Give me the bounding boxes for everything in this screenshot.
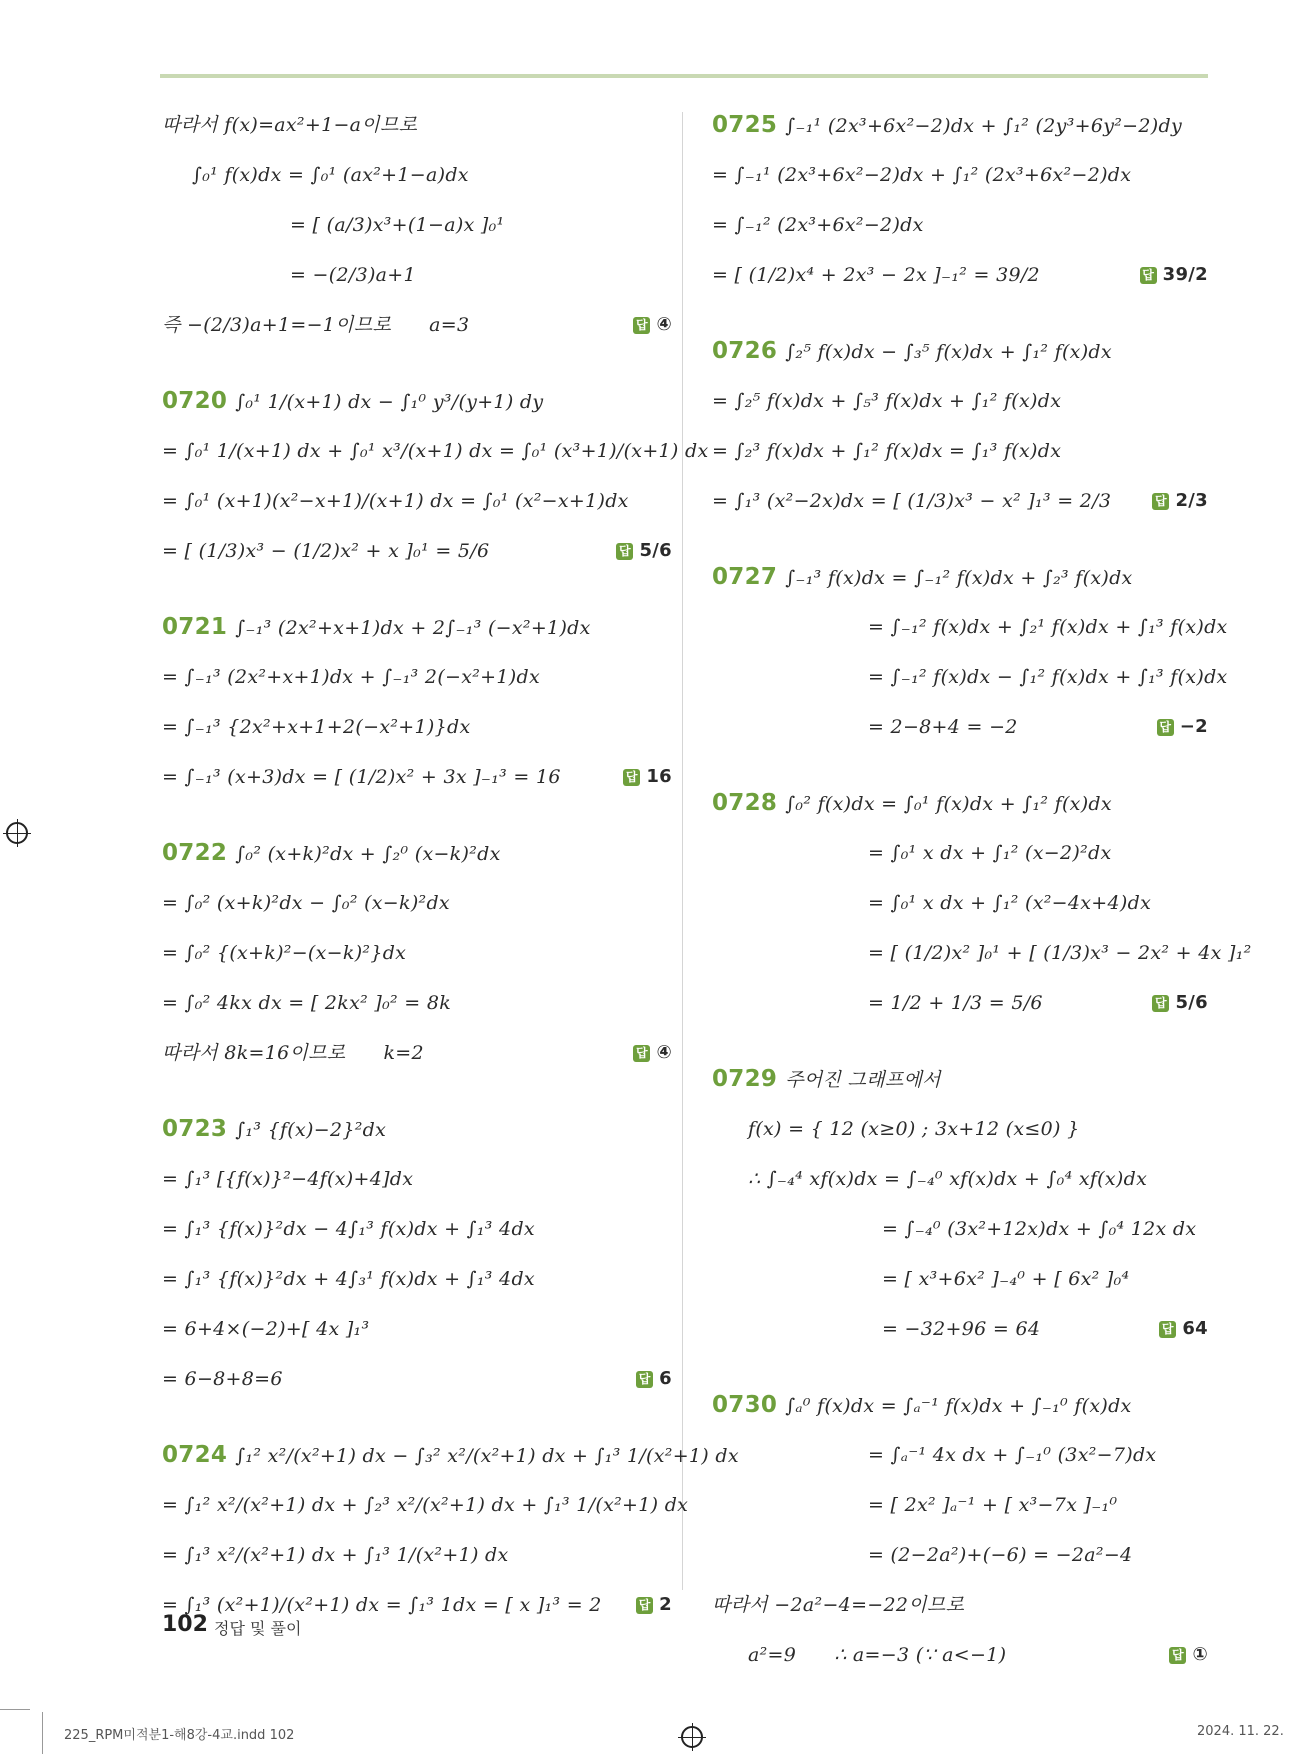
math-text: = ∫₁² x²/(x²+1) dx + ∫₂³ x²/(x²+1) dx + ∫₁³ 1/(x²+1) dx (162, 1494, 689, 1516)
answer-icon: 답 (633, 1045, 650, 1062)
math-text: = ∫₁³ {f(x)}²dx + 4∫₃¹ f(x)dx + ∫₁³ 4dx (162, 1268, 535, 1290)
math-text: 주어진 그래프에서 (785, 1069, 941, 1091)
math-text: = ∫₁³ x²/(x²+1) dx + ∫₁³ 1/(x²+1) dx (162, 1544, 509, 1566)
solution-line (712, 828, 1208, 878)
math-text: f(x) = { 12 (x≥0) ; 3x+12 (x≤0) } (748, 1118, 1080, 1140)
math-text: = ∫₂³ f(x)dx + ∫₁² f(x)dx = ∫₁³ f(x)dx (712, 440, 1062, 462)
answer-value: ① (1192, 1644, 1208, 1665)
math-text: = 6−8+8=6 (162, 1368, 283, 1390)
problem-line (162, 828, 672, 878)
problem-line (162, 376, 672, 426)
problem-number: 0729 (712, 1066, 778, 1092)
print-slug-file: 225_RPM미적분1-해8강-4교.indd 102 (64, 1728, 295, 1743)
answer-icon: 답 (1157, 719, 1174, 736)
problem-line (712, 1054, 1208, 1104)
answer-value: ④ (656, 1042, 672, 1063)
math-text: = ∫₋₁³ (x+3)dx = [ (1/2)x² + 3x ]₋₁³ = 16 (162, 766, 561, 788)
math-text: = [ 2x² ]ₐ⁻¹ + [ x³−7x ]₋₁⁰ (868, 1494, 1118, 1516)
right-column (712, 100, 1252, 1680)
solution-line (162, 1530, 672, 1580)
math-text: = −32+96 = 64 (882, 1318, 1041, 1340)
problem-number: 0720 (162, 388, 228, 414)
answer-badge (636, 1580, 672, 1630)
math-text: = [ (1/3)x³ − (1/2)x² + x ]₀¹ = 5/6 (162, 540, 490, 562)
page-section-title: 정답 및 풀이 (214, 1619, 302, 1638)
math-text: = (2−2a²)+(−6) = −2a²−4 (868, 1544, 1133, 1566)
top-rule (160, 74, 1208, 78)
solution-line (162, 250, 672, 300)
math-text: = ∫₁³ (x²+1)/(x²+1) dx = ∫₁³ 1dx = [ x ]₁³ = 2 (162, 1594, 602, 1616)
problem-number: 0723 (162, 1116, 228, 1142)
answer-icon: 답 (623, 769, 640, 786)
solution-line (712, 1304, 1208, 1354)
solution-line (712, 250, 1208, 300)
solution-line (712, 1530, 1208, 1580)
solution-line (712, 928, 1252, 978)
solution-line (712, 602, 1228, 652)
answer-badge (633, 300, 672, 350)
answer-badge (633, 1028, 672, 1078)
solution-line (712, 702, 1208, 752)
math-text: = ∫₋₁¹ (2x³+6x²−2)dx + ∫₁² (2x³+6x²−2)dx (712, 164, 1132, 186)
solution-line (162, 300, 672, 350)
crop-mark-tick (42, 1712, 43, 1754)
math-text: = [ (1/2)x⁴ + 2x³ − 2x ]₋₁² = 39/2 (712, 264, 1040, 286)
solution-line (162, 1028, 672, 1078)
problem-line (712, 100, 1208, 150)
problem-number: 0724 (162, 1442, 228, 1468)
solution-line (712, 1104, 1208, 1154)
answer-value: ④ (656, 314, 672, 335)
answer-icon: 답 (636, 1371, 653, 1388)
math-text: = ∫₀¹ (x+1)(x²−x+1)/(x+1) dx = ∫₀¹ (x²−x+1)dx (162, 490, 629, 512)
math-text: = ∫₋₁³ (2x²+x+1)dx + ∫₋₁³ 2(−x²+1)dx (162, 666, 540, 688)
problem-number: 0722 (162, 840, 228, 866)
answer-badge (636, 1354, 672, 1404)
solution-line (712, 652, 1228, 702)
math-text: = ∫₁³ {f(x)}²dx − 4∫₁³ f(x)dx + ∫₁³ 4dx (162, 1218, 535, 1240)
print-slug-date: 2024. 11. 22. (1197, 1724, 1284, 1739)
math-text: = 1/2 + 1/3 = 5/6 (868, 992, 1043, 1014)
problem-line (162, 1430, 739, 1480)
solution-line (162, 1354, 672, 1404)
math-text: = [ (1/2)x² ]₀¹ + [ (1/3)x³ − 2x² + 4x ]₁² (868, 942, 1252, 964)
math-text: = ∫₋₁² f(x)dx + ∫₂¹ f(x)dx + ∫₁³ f(x)dx (868, 616, 1228, 638)
answer-badge (1152, 476, 1208, 526)
solution-line (162, 1304, 672, 1354)
math-text: ∫₀¹ f(x)dx = ∫₀¹ (ax²+1−a)dx (192, 164, 469, 186)
solution-line (712, 878, 1208, 928)
solution-line (712, 426, 1208, 476)
math-text: a²=9 ∴ a=−3 (∵ a<−1) (748, 1644, 1007, 1666)
answer-icon: 답 (1159, 1321, 1176, 1338)
math-text: = ∫₋₁² f(x)dx − ∫₁² f(x)dx + ∫₁³ f(x)dx (868, 666, 1228, 688)
solution-line (162, 1254, 672, 1304)
problem-number: 0721 (162, 614, 228, 640)
math-text: = ∫₀¹ 1/(x+1) dx + ∫₀¹ x³/(x+1) dx = ∫₀¹ (x³+1)/(x+1) dx (162, 440, 709, 462)
answer-value: 2 (659, 1594, 672, 1615)
solution-line (712, 150, 1208, 200)
math-text: = 6+4×(−2)+[ 4x ]₁³ (162, 1318, 370, 1340)
solution-line (712, 1580, 1208, 1630)
math-text: ∫₂⁵ f(x)dx − ∫₃⁵ f(x)dx + ∫₁² f(x)dx (785, 341, 1112, 363)
solution-line (162, 200, 672, 250)
answer-badge (616, 526, 672, 576)
answer-icon: 답 (1169, 1647, 1186, 1664)
solution-line (162, 150, 672, 200)
solution-line (162, 878, 672, 928)
solution-line (712, 978, 1208, 1028)
math-text: = ∫₋₁³ {2x²+x+1+2(−x²+1)}dx (162, 716, 471, 738)
solution-line (712, 1430, 1208, 1480)
math-text: ∫₀² f(x)dx = ∫₀¹ f(x)dx + ∫₁² f(x)dx (785, 793, 1112, 815)
solution-line (162, 752, 672, 802)
solution-line (162, 100, 672, 150)
crop-mark-line (0, 1709, 30, 1710)
answer-icon: 답 (1152, 493, 1169, 510)
math-text: ∫ₐ⁰ f(x)dx = ∫ₐ⁻¹ f(x)dx + ∫₋₁⁰ f(x)dx (785, 1395, 1132, 1417)
problem-line (712, 552, 1208, 602)
problem-number: 0728 (712, 790, 778, 816)
math-text: = ∫ₐ⁻¹ 4x dx + ∫₋₁⁰ (3x²−7)dx (868, 1444, 1157, 1466)
problem-line (162, 602, 672, 652)
answer-value: 5/6 (1175, 992, 1208, 1013)
answer-badge (623, 752, 672, 802)
page-number: 102 (162, 1612, 208, 1637)
problem-number: 0726 (712, 338, 778, 364)
solution-line (712, 1630, 1208, 1680)
solution-line (712, 1254, 1208, 1304)
answer-badge (1152, 978, 1208, 1028)
answer-badge (1157, 702, 1208, 752)
math-text: = ∫₀² 4kx dx = [ 2kx² ]₀² = 8k (162, 992, 452, 1014)
answer-icon: 답 (636, 1597, 653, 1614)
solution-line (712, 1154, 1208, 1204)
solution-line (162, 702, 672, 752)
math-text: = −(2/3)a+1 (290, 264, 416, 286)
math-text: = ∫₀² {(x+k)²−(x−k)²}dx (162, 942, 407, 964)
answer-icon: 답 (1152, 995, 1169, 1012)
answer-badge (1169, 1630, 1208, 1680)
math-text: ∫₋₁³ (2x²+x+1)dx + 2∫₋₁³ (−x²+1)dx (235, 617, 591, 639)
problem-line (712, 1380, 1208, 1430)
left-column (162, 100, 739, 1630)
solution-line (712, 1480, 1208, 1530)
math-text: ∫₁² x²/(x²+1) dx − ∫₃² x²/(x²+1) dx + ∫₁³ 1/(x²+1) dx (235, 1445, 739, 1467)
answer-value: 39/2 (1162, 264, 1208, 285)
answer-value: 6 (659, 1368, 672, 1389)
solution-line (712, 376, 1208, 426)
problem-number: 0725 (712, 112, 778, 138)
answer-icon: 답 (616, 543, 633, 560)
math-text: = ∫₂⁵ f(x)dx + ∫₅³ f(x)dx + ∫₁² f(x)dx (712, 390, 1062, 412)
solution-line (712, 200, 1208, 250)
answer-value: 5/6 (639, 540, 672, 561)
math-text: 따라서 f(x)=ax²+1−a이므로 (162, 114, 418, 136)
math-text: = 2−8+4 = −2 (868, 716, 1018, 738)
math-text: 따라서 8k=16이므로 k=2 (162, 1042, 424, 1064)
answer-value: 64 (1182, 1318, 1208, 1339)
solution-line (162, 426, 709, 476)
solution-line (162, 526, 672, 576)
answer-badge (1159, 1304, 1208, 1354)
math-text: = [ (a/3)x³+(1−a)x ]₀¹ (290, 214, 505, 236)
solution-line (162, 978, 672, 1028)
registration-mark-icon (681, 1726, 703, 1748)
registration-mark-icon (6, 822, 28, 844)
answer-icon: 답 (633, 317, 650, 334)
problem-line (712, 778, 1208, 828)
answer-value: 16 (646, 766, 672, 787)
answer-value: 2/3 (1175, 490, 1208, 511)
math-text: = [ x³+6x² ]₋₄⁰ + [ 6x² ]₀⁴ (882, 1268, 1130, 1290)
problem-number: 0730 (712, 1392, 778, 1418)
solution-line (162, 928, 672, 978)
problem-line (162, 1104, 672, 1154)
math-text: = ∫₀² (x+k)²dx − ∫₀² (x−k)²dx (162, 892, 450, 914)
math-text: ∴ ∫₋₄⁴ xf(x)dx = ∫₋₄⁰ xf(x)dx + ∫₀⁴ xf(x)dx (748, 1168, 1148, 1190)
math-text: ∫₀² (x+k)²dx + ∫₂⁰ (x−k)²dx (235, 843, 501, 865)
solution-line (162, 1204, 672, 1254)
solution-line (712, 1204, 1208, 1254)
problem-line (712, 326, 1208, 376)
math-text: = ∫₋₁² (2x³+6x²−2)dx (712, 214, 924, 236)
math-text: 즉 −(2/3)a+1=−1이므로 a=3 (162, 314, 470, 336)
math-text: = ∫₁³ [{f(x)}²−4f(x)+4]dx (162, 1168, 414, 1190)
solution-line (162, 652, 672, 702)
math-text: ∫₀¹ 1/(x+1) dx − ∫₁⁰ y³/(y+1) dy (235, 391, 544, 413)
math-text: ∫₋₁¹ (2x³+6x²−2)dx + ∫₁² (2y³+6y²−2)dy (785, 115, 1182, 137)
solution-line (162, 1154, 672, 1204)
column-divider (682, 112, 683, 1590)
math-text: = ∫₋₄⁰ (3x²+12x)dx + ∫₀⁴ 12x dx (882, 1218, 1197, 1240)
math-text: = ∫₀¹ x dx + ∫₁² (x²−4x+4)dx (868, 892, 1152, 914)
solution-line (162, 476, 672, 526)
solution-line (162, 1480, 689, 1530)
math-text: = ∫₁³ (x²−2x)dx = [ (1/3)x³ − x² ]₁³ = 2/3 (712, 490, 1112, 512)
math-text: 따라서 −2a²−4=−22이므로 (712, 1594, 965, 1616)
answer-icon: 답 (1140, 267, 1157, 284)
answer-badge (1140, 250, 1208, 300)
math-text: = ∫₀¹ x dx + ∫₁² (x−2)²dx (868, 842, 1112, 864)
math-text: ∫₁³ {f(x)−2}²dx (235, 1119, 387, 1141)
problem-number: 0727 (712, 564, 778, 590)
solution-line (712, 476, 1208, 526)
answer-value: −2 (1179, 716, 1208, 737)
math-text: ∫₋₁³ f(x)dx = ∫₋₁² f(x)dx + ∫₂³ f(x)dx (785, 567, 1133, 589)
